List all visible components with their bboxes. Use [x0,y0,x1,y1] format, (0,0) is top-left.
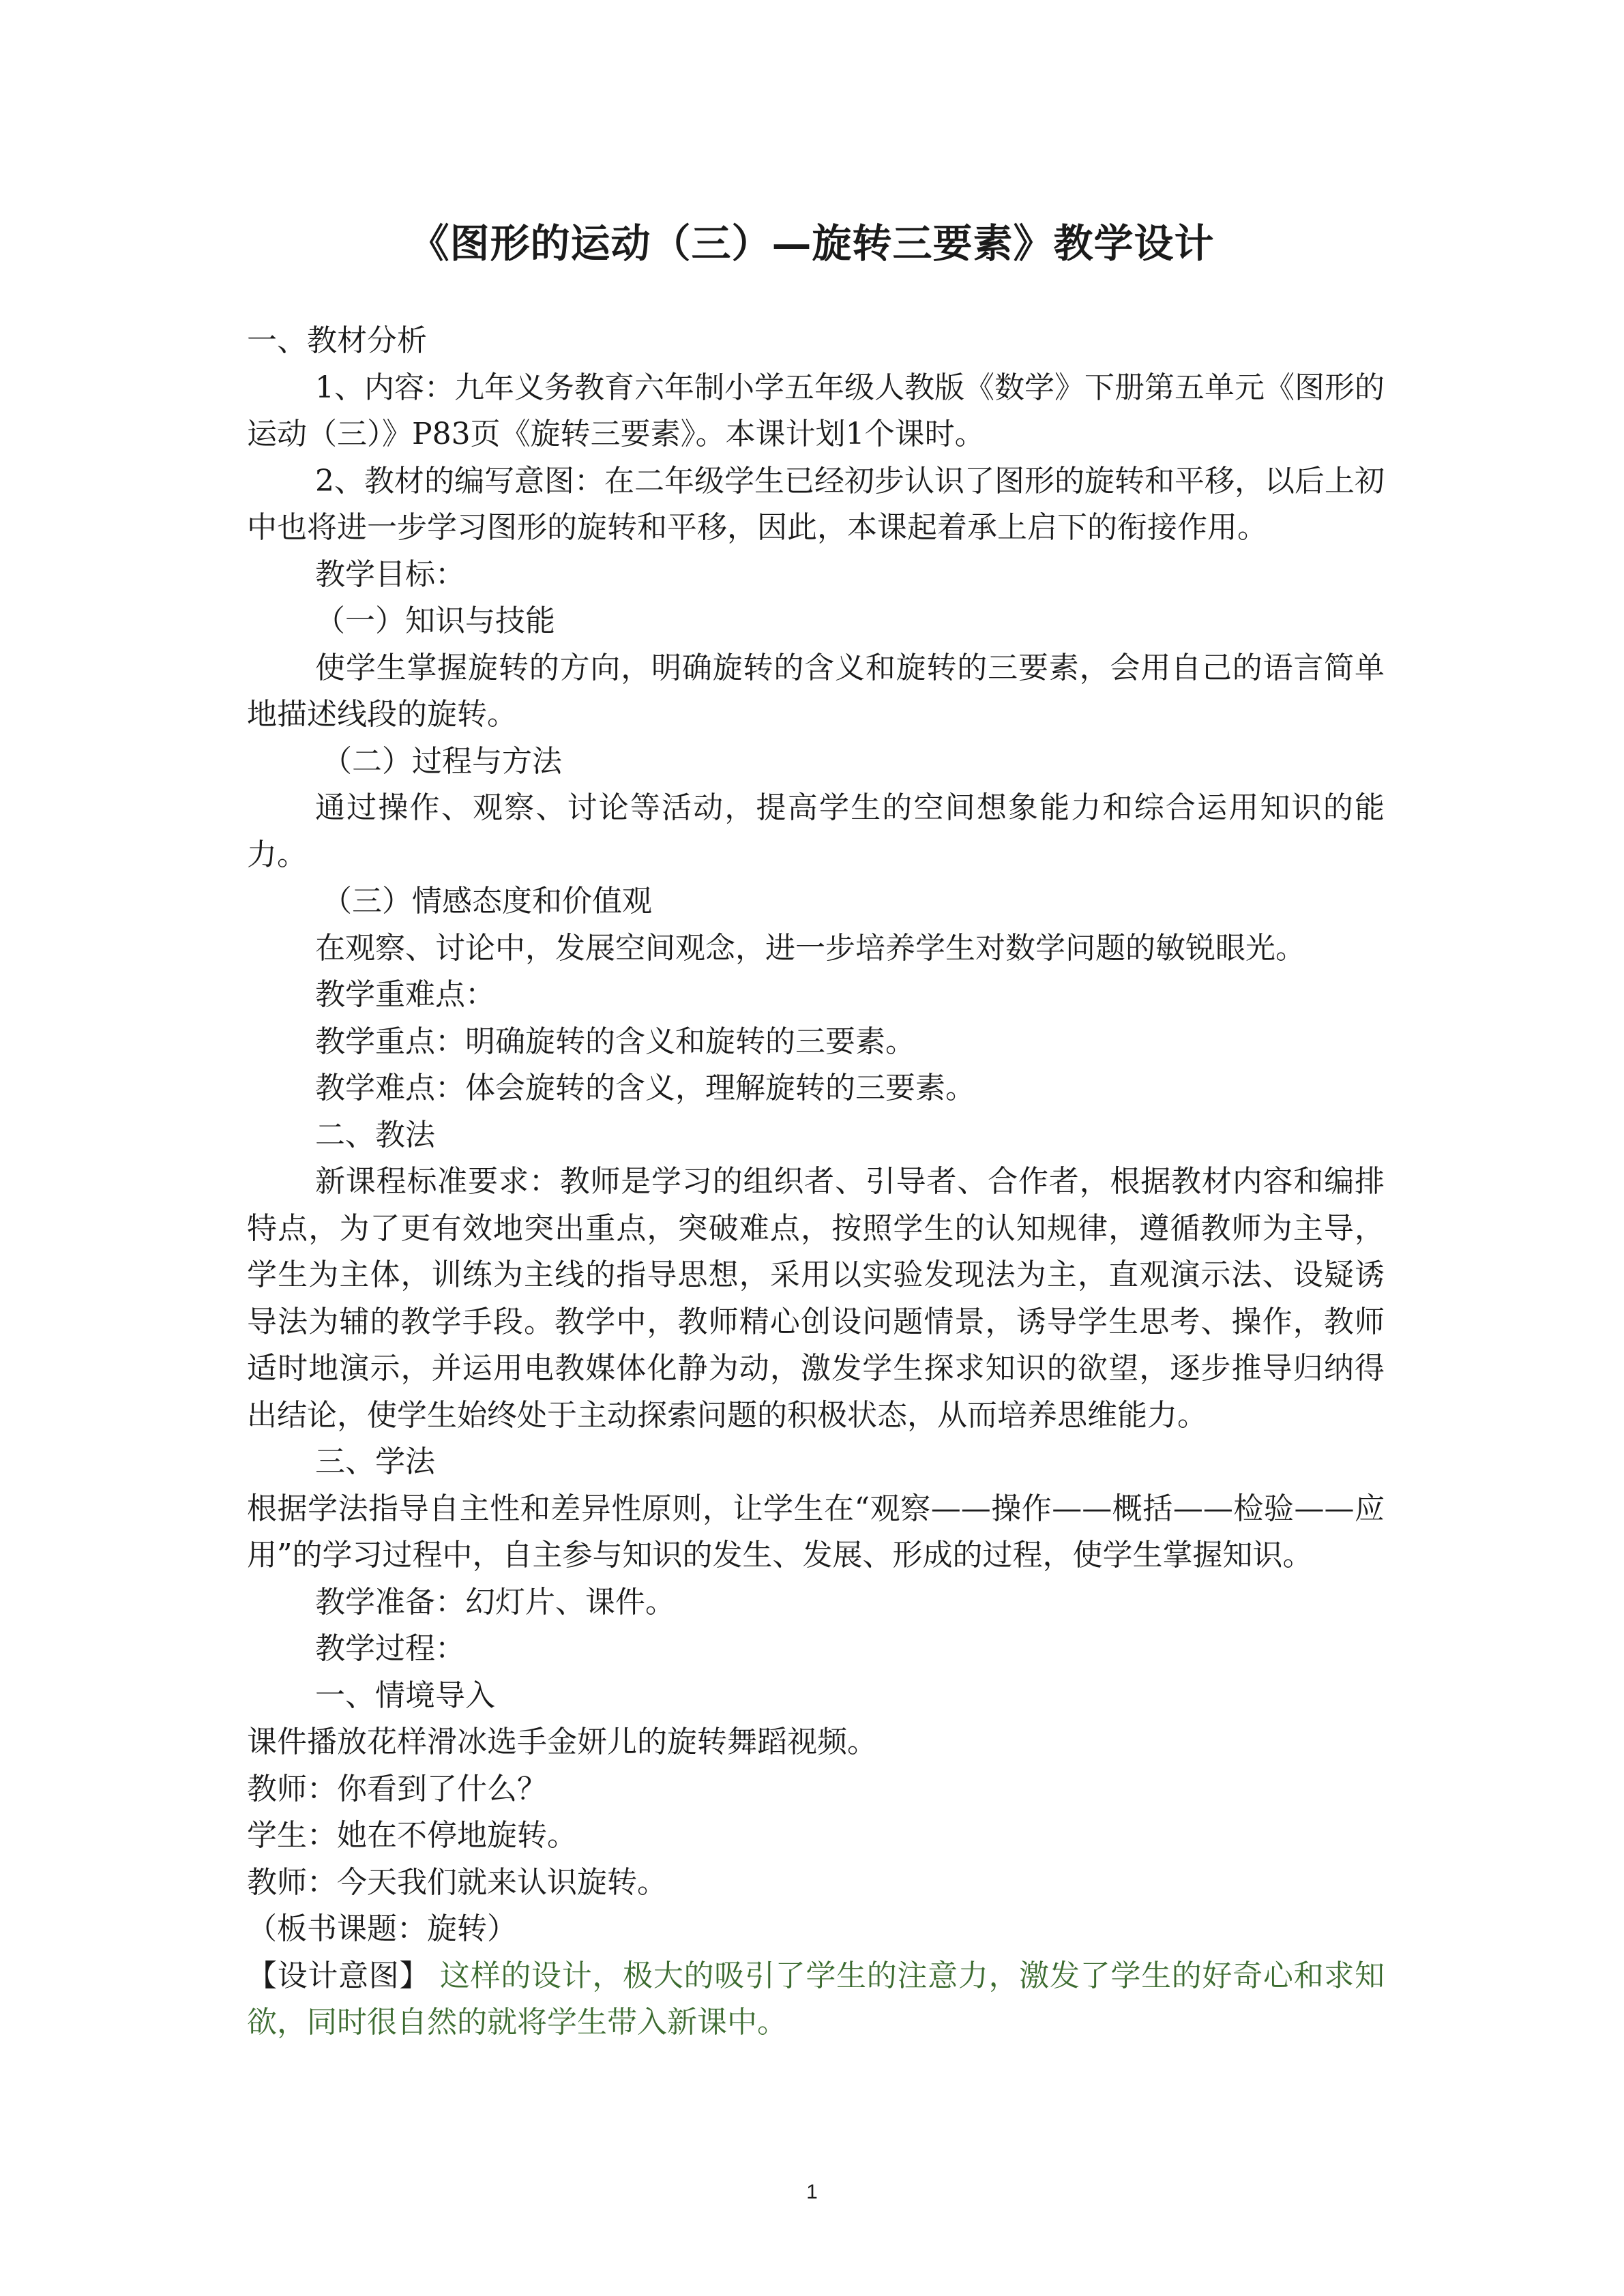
dialogue-teacher-2: 教师：今天我们就来认识旋转。 [247,1864,667,1900]
paragraph-knowledge-skills: 使学生掌握旋转的方向，明确旋转的含义和旋转的三要素，会用自己的语言简单地描述线段的旋转。 [247,650,1385,732]
paragraph-video: 课件播放花样滑冰选手金妍儿的旋转舞蹈视频。 [247,1725,877,1759]
document-body [247,318,1385,2046]
heading-situation-intro: 一、情境导入 [315,1678,495,1713]
paragraph-teaching-preparation: 教学准备：幻灯片、课件。 [315,1584,675,1620]
paragraph-content: 1、内容：九年义务教育六年制小学五年级人教版《数学》下册第五单元《图形的运动（三）》P83页《旋转三要素》。本课计划1个课时。 [247,370,1385,451]
paragraph-emotion-values: 在观察、讨论中，发展空间观念，进一步培养学生对数学问题的敏锐眼光。 [315,930,1305,966]
heading-teaching-goals: 教学目标： [315,556,465,592]
section-heading-teaching-method: 二、教法 [315,1117,435,1152]
section-heading-textbook-analysis: 一、教材分析 [247,323,427,358]
document-title: 《图形的运动（三）—旋转三要素》教学设计 [409,220,1215,267]
paragraph-difficult-point: 教学难点：体会旋转的含义，理解旋转的三要素。 [315,1071,975,1105]
heading-emotion-values: （三）情感态度和价值观 [322,884,652,919]
heading-knowledge-skills: （一）知识与技能 [315,603,555,638]
heading-process-method: （二）过程与方法 [322,743,562,779]
paragraph-board-title: （板书课题：旋转） [247,1911,517,1946]
heading-key-difficult-points: 教学重难点： [315,977,495,1012]
heading-teaching-process: 教学过程： [315,1631,465,1666]
dialogue-student-1: 学生：她在不停地旋转。 [247,1818,577,1853]
page-number: 1 [806,2181,818,2203]
paragraph-process-method: 通过操作、观察、讨论等活动，提高学生的空间想象能力和综合运用知识的能力。 [247,790,1385,872]
paragraph-teaching-method: 新课程标准要求：教师是学习的组织者、引导者、合作者，根据教材内容和编排特点，为了更有效地突出重点，突破难点，按照学生的认知规律，遵循教师为主导，学生为主体，训练为主线的指导思想，采用以实验发现法为主，直观演示法、设疑诱导法为辅的教学手段。教学中，教师精心创设问题情景，诱导学生思考、操作，教师适时地演示，并运用电教媒体化静为动，激发学生探求知识的欲望，逐步推导归纳得出结论，使学生始终处于主动探索问题的积极状态，从而培养思维能力。 [247,1164,1385,1433]
paragraph-learning-method: 根据学法指导自主性和差异性原则，让学生在“观察——操作——概括——检验——应用”的学习过程中，自主参与知识的发生、发展、形成的过程，使学生掌握知识。 [247,1491,1385,1572]
design-note [247,1953,1385,2046]
paragraph-design-intent: 2、教材的编写意图：在二年级学生已经初步认识了图形的旋转和平移，以后上初中也将进一步学习图形的旋转和平移，因此，本课起着承上启下的衔接作用。 [247,463,1385,545]
design-note-label: 【设计意图】 [247,1958,430,1993]
paragraph-key-point: 教学重点：明确旋转的含义和旋转的三要素。 [315,1024,915,1059]
design-note-text: 这样的设计，极大的吸引了学生的注意力，激发了学生的好奇心和求知欲，同时很自然的就将学生带入新课中。 [247,1958,1385,2040]
dialogue-teacher-1: 教师：你看到了什么？ [247,1771,547,1806]
section-heading-learning-method: 三、学法 [315,1444,435,1479]
